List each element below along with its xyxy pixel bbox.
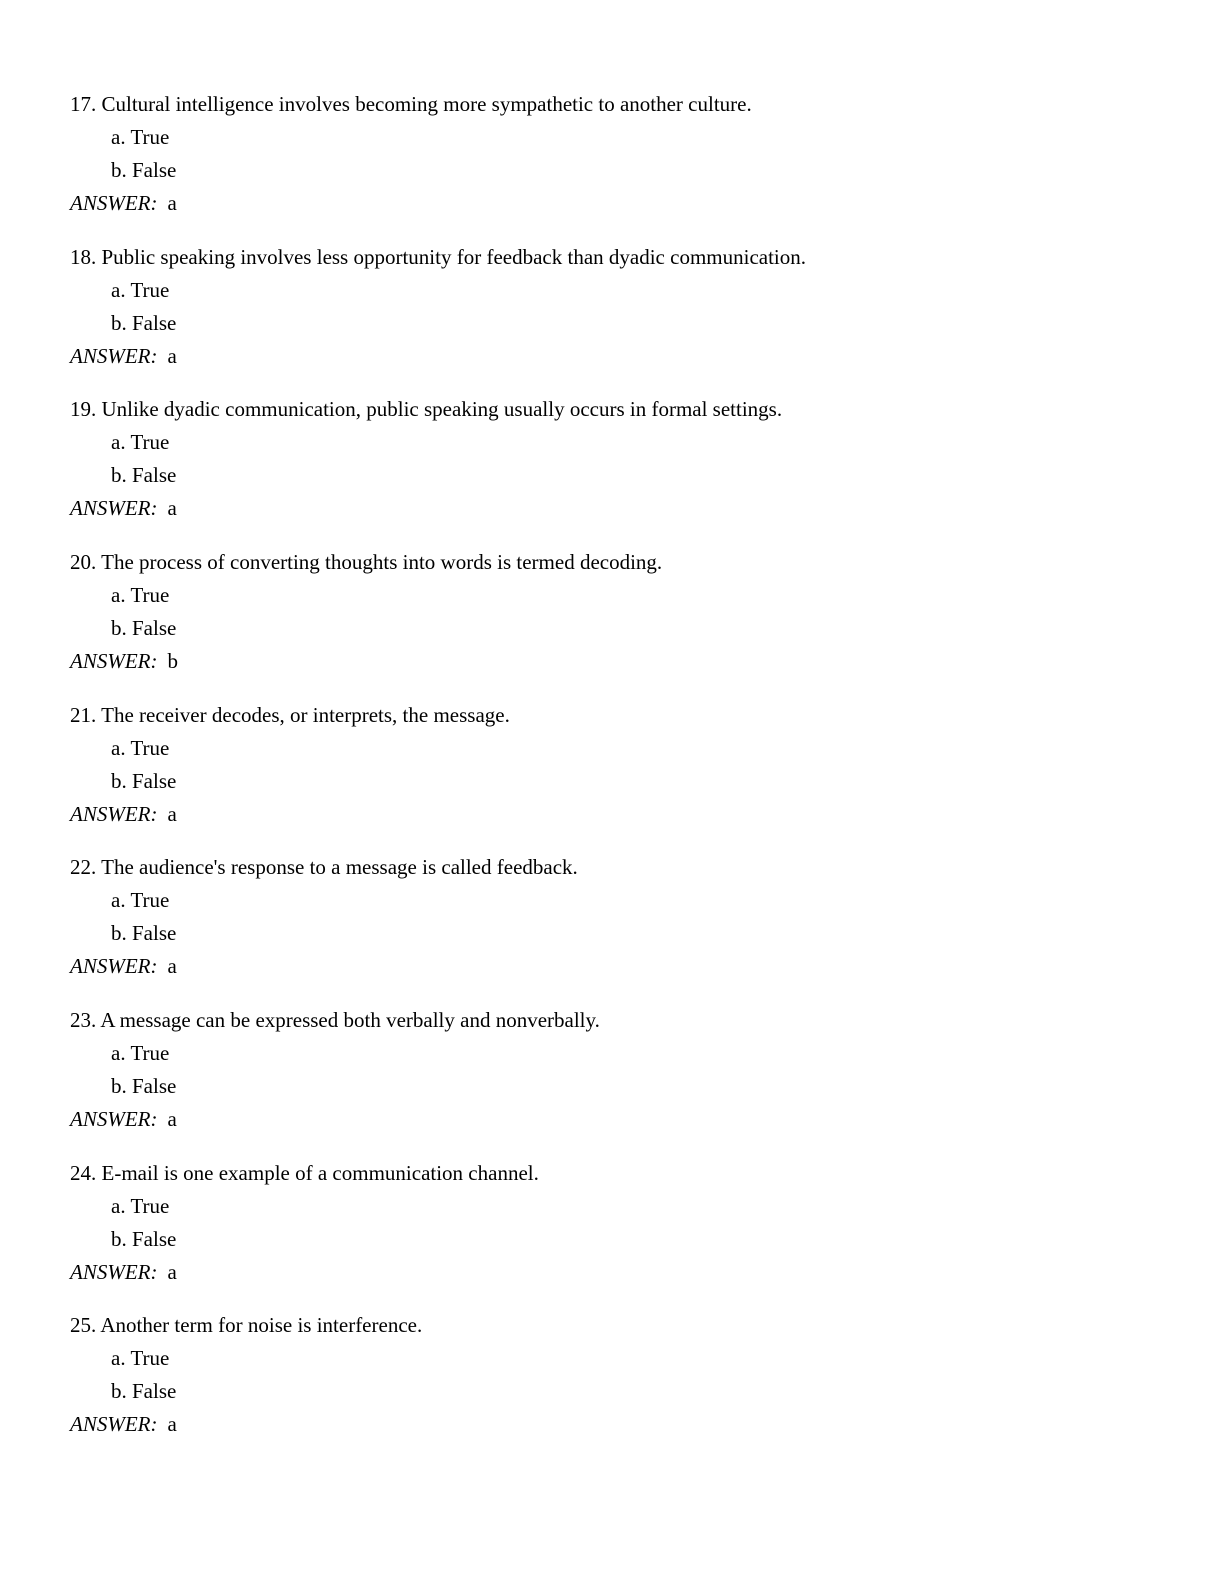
option-b: b. False: [111, 158, 177, 182]
option-b: b. False: [111, 1379, 177, 1403]
answer-label: ANSWER:: [70, 954, 158, 978]
question-text: 17. Cultural intelligence involves becoming more sympathetic to another culture.: [70, 92, 752, 116]
question-text: 18. Public speaking involves less opportunity for feedback than dyadic communication.: [70, 245, 807, 269]
answer-line: [70, 802, 1170, 826]
option-a: a. True: [111, 736, 170, 760]
option-b: b. False: [111, 921, 177, 945]
question-24: [70, 1161, 1170, 1284]
answer-value: a: [167, 1260, 177, 1284]
answer-label: ANSWER:: [70, 649, 158, 673]
answer-line: [70, 649, 1170, 673]
question-20: [70, 550, 1170, 673]
option-b: b. False: [111, 463, 177, 487]
question-text: 25. Another term for noise is interference.: [70, 1313, 423, 1337]
option-a: a. True: [111, 1346, 170, 1370]
question-text: 20. The process of converting thoughts into words is termed decoding.: [70, 550, 663, 574]
answer-value: a: [167, 1412, 177, 1436]
option-a: a. True: [111, 278, 170, 302]
option-a: a. True: [111, 583, 170, 607]
answer-line: [70, 1412, 1170, 1436]
answer-line: [70, 1260, 1170, 1284]
option-b: b. False: [111, 311, 177, 335]
answer-line: [70, 954, 1170, 978]
question-25: [70, 1313, 1170, 1436]
answer-label: ANSWER:: [70, 1412, 158, 1436]
answer-line: [70, 1107, 1170, 1131]
option-a: a. True: [111, 430, 170, 454]
answer-value: a: [167, 496, 177, 520]
answer-line: [70, 496, 1170, 520]
answer-label: ANSWER:: [70, 344, 158, 368]
option-a: a. True: [111, 1041, 170, 1065]
question-17: [70, 92, 1170, 215]
question-19: [70, 397, 1170, 520]
answer-value: a: [167, 344, 177, 368]
option-b: b. False: [111, 1227, 177, 1251]
answer-line: [70, 344, 1170, 368]
option-b: b. False: [111, 769, 177, 793]
option-a: a. True: [111, 888, 170, 912]
question-text: 24. E-mail is one example of a communication channel.: [70, 1161, 539, 1185]
question-18: [70, 245, 1170, 368]
question-22: [70, 855, 1170, 978]
answer-value: a: [167, 1107, 177, 1131]
answer-line: [70, 191, 1170, 215]
answer-label: ANSWER:: [70, 496, 158, 520]
answer-value: b: [167, 649, 178, 673]
answer-value: a: [167, 954, 177, 978]
option-a: a. True: [111, 125, 170, 149]
question-text: 19. Unlike dyadic communication, public speaking usually occurs in formal settings.: [70, 397, 783, 421]
answer-label: ANSWER:: [70, 802, 158, 826]
answer-label: ANSWER:: [70, 1260, 158, 1284]
option-b: b. False: [111, 616, 177, 640]
question-text: 23. A message can be expressed both verbally and nonverbally.: [70, 1008, 600, 1032]
question-text: 21. The receiver decodes, or interprets, the message.: [70, 703, 510, 727]
answer-value: a: [167, 191, 177, 215]
question-23: [70, 1008, 1170, 1131]
answer-label: ANSWER:: [70, 1107, 158, 1131]
option-a: a. True: [111, 1194, 170, 1218]
question-text: 22. The audience's response to a message is called feedback.: [70, 855, 578, 879]
answer-value: a: [167, 802, 177, 826]
question-21: [70, 703, 1170, 826]
option-b: b. False: [111, 1074, 177, 1098]
answer-label: ANSWER:: [70, 191, 158, 215]
